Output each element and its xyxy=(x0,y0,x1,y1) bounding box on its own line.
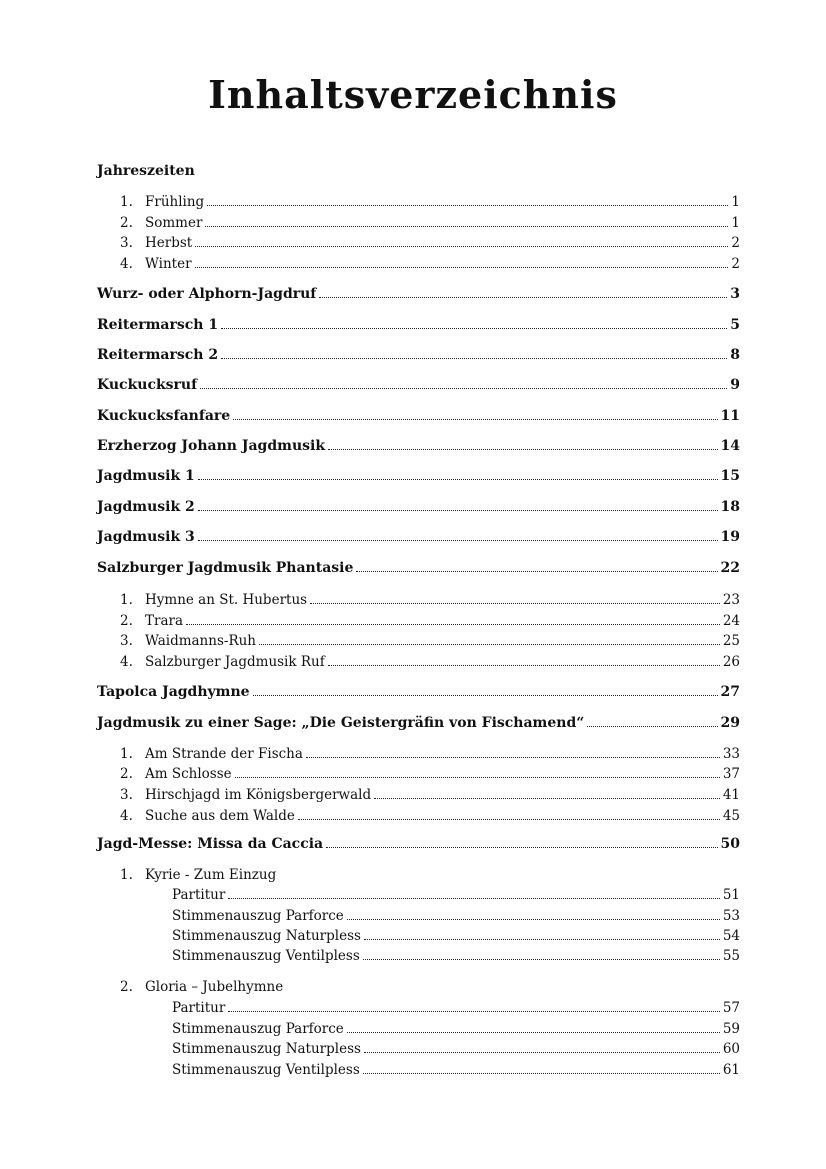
toc-entry-title: Jagdmusik 1 xyxy=(97,468,195,484)
toc-subheading-kyrie[interactable] xyxy=(120,865,276,885)
toc-entry[interactable] xyxy=(172,946,740,966)
toc-entry[interactable] xyxy=(97,406,740,426)
toc-entry[interactable] xyxy=(97,284,740,304)
dot-leader xyxy=(310,603,720,604)
toc-entry[interactable] xyxy=(172,906,740,926)
toc-entry-title: Stimmenauszug Ventilpless xyxy=(172,948,360,964)
toc-entry-title: Winter xyxy=(145,256,192,272)
toc-page-number: 1 xyxy=(731,215,740,231)
toc-entry-title: Wurz- oder Alphorn-Jagdruf xyxy=(97,286,317,302)
toc-entry-title: Tapolca Jagdhymne xyxy=(97,684,250,700)
toc-page-number: 1 xyxy=(731,194,740,210)
toc-entry[interactable] xyxy=(172,885,740,905)
toc-entry-title: Salzburger Jagdmusik Phantasie xyxy=(97,560,354,576)
toc-entry[interactable] xyxy=(97,315,740,335)
toc-page-number: 51 xyxy=(722,887,740,903)
toc-page-number: 2 xyxy=(731,235,740,251)
dot-leader xyxy=(363,1073,720,1074)
dot-leader xyxy=(356,571,717,572)
toc-entry-title: Herbst xyxy=(145,235,193,251)
toc-entry[interactable] xyxy=(97,497,740,517)
toc-page-number: 27 xyxy=(720,684,740,700)
toc-entry[interactable] xyxy=(97,682,740,702)
toc-page-number: 18 xyxy=(720,499,740,515)
toc-entry-title: Frühling xyxy=(145,194,205,210)
toc-page-number: 53 xyxy=(722,908,740,924)
toc-page-number: 11 xyxy=(720,408,740,424)
toc-entry[interactable] xyxy=(97,466,740,486)
toc-page-number: 22 xyxy=(720,560,740,576)
dot-leader xyxy=(228,1011,720,1012)
toc-entry-title: Waidmanns-Ruh xyxy=(145,633,256,649)
toc-entry[interactable] xyxy=(97,345,740,365)
toc-entry-title: Partitur xyxy=(172,1000,226,1016)
toc-entry[interactable] xyxy=(172,926,740,946)
toc-entry-title: Sommer xyxy=(145,215,203,231)
dot-leader xyxy=(328,665,720,666)
toc-number: 4. xyxy=(120,654,133,670)
toc-entry[interactable] xyxy=(120,590,740,610)
toc-page-number: 26 xyxy=(722,654,740,670)
toc-entry-title: Stimmenauszug Ventilpless xyxy=(172,1062,360,1078)
toc-entry[interactable] xyxy=(120,213,740,233)
dot-leader xyxy=(186,624,720,625)
toc-page-number: 33 xyxy=(722,746,740,762)
toc-number: 1. xyxy=(120,746,133,762)
toc-page-number: 25 xyxy=(722,633,740,649)
toc-page-number: 59 xyxy=(722,1021,740,1037)
dot-leader xyxy=(298,819,720,820)
toc-entry[interactable] xyxy=(120,611,740,631)
page-title: Inhaltsverzeichnis xyxy=(208,72,618,117)
dot-leader xyxy=(228,898,720,899)
toc-entry[interactable] xyxy=(172,1019,740,1039)
toc-entry-title: Kuckucksfanfare xyxy=(97,408,231,424)
toc-entry[interactable] xyxy=(97,436,740,456)
dot-leader xyxy=(326,847,717,848)
toc-entry[interactable] xyxy=(120,192,740,212)
dot-leader xyxy=(259,644,720,645)
toc-page-number: 50 xyxy=(720,836,740,852)
toc-entry[interactable] xyxy=(120,806,740,826)
dot-leader xyxy=(221,358,727,359)
toc-entry-title: Jagdmusik 2 xyxy=(97,499,195,515)
toc-page-number: 23 xyxy=(722,592,740,608)
toc-entry[interactable] xyxy=(172,1039,740,1059)
dot-leader xyxy=(198,510,718,511)
dot-leader xyxy=(235,777,720,778)
toc-entry-title: Trara xyxy=(145,613,184,629)
toc-subheading-gloria[interactable] xyxy=(120,977,283,997)
toc-page-number: 54 xyxy=(722,928,740,944)
toc-entry[interactable] xyxy=(172,1060,740,1080)
toc-subheading-title: Gloria – Jubelhymne xyxy=(145,979,284,995)
toc-number: 3. xyxy=(120,787,133,803)
toc-page-number: 3 xyxy=(730,286,740,302)
toc-entry[interactable] xyxy=(120,764,740,784)
dot-leader xyxy=(374,798,720,799)
toc-entry-title: Reitermarsch 1 xyxy=(97,317,219,333)
toc-number: 1. xyxy=(120,867,133,883)
toc-page-number: 61 xyxy=(722,1062,740,1078)
toc-entry-title: Jagdmusik zu einer Sage: „Die Geistergräfin von Fischamend“ xyxy=(97,715,585,731)
toc-page-number: 45 xyxy=(722,808,740,824)
toc-heading-jahreszeiten: Jahreszeiten xyxy=(97,163,195,179)
toc-page-number: 41 xyxy=(722,787,740,803)
toc-entry[interactable] xyxy=(120,254,740,274)
toc-entry-title: Partitur xyxy=(172,887,226,903)
toc-number: 1. xyxy=(120,592,133,608)
toc-entry[interactable] xyxy=(97,527,740,547)
dot-leader xyxy=(200,388,727,389)
toc-entry-title: Suche aus dem Walde xyxy=(145,808,295,824)
toc-entry-title: Stimmenauszug Parforce xyxy=(172,1021,344,1037)
toc-page-number: 29 xyxy=(720,715,740,731)
dot-leader xyxy=(347,919,720,920)
toc-entry-title: Stimmenauszug Parforce xyxy=(172,908,344,924)
dot-leader xyxy=(195,246,728,247)
toc-page-number: 55 xyxy=(722,948,740,964)
toc-page-number: 24 xyxy=(722,613,740,629)
toc-entry-title: Salzburger Jagdmusik Ruf xyxy=(145,654,325,670)
toc-entry[interactable] xyxy=(120,744,740,764)
dot-leader xyxy=(364,939,720,940)
dot-leader xyxy=(205,226,728,227)
dot-leader xyxy=(233,419,717,420)
dot-leader xyxy=(198,540,718,541)
dot-leader xyxy=(221,328,727,329)
toc-entry-title: Stimmenauszug Naturpless xyxy=(172,1041,361,1057)
dot-leader xyxy=(198,479,718,480)
dot-leader xyxy=(207,205,728,206)
toc-number: 2. xyxy=(120,613,133,629)
dot-leader xyxy=(347,1032,720,1033)
toc-page-number: 8 xyxy=(730,347,740,363)
toc-page-number: 19 xyxy=(720,529,740,545)
dot-leader xyxy=(328,449,717,450)
toc-number: 2. xyxy=(120,979,133,995)
toc-entry-title: Jagdmusik 3 xyxy=(97,529,195,545)
toc-page-number: 14 xyxy=(720,438,740,454)
toc-entry[interactable] xyxy=(97,375,740,395)
toc-entry[interactable] xyxy=(97,558,740,578)
toc-entry[interactable] xyxy=(97,834,740,854)
dot-leader xyxy=(319,297,727,298)
toc-entry-title: Stimmenauszug Naturpless xyxy=(172,928,361,944)
toc-entry-title: Reitermarsch 2 xyxy=(97,347,219,363)
toc-number: 4. xyxy=(120,808,133,824)
toc-number: 4. xyxy=(120,256,133,272)
toc-page-number: 2 xyxy=(731,256,740,272)
toc-entry[interactable] xyxy=(120,631,740,651)
toc-number: 1. xyxy=(120,194,133,210)
dot-leader xyxy=(364,1052,720,1053)
toc-entry-title: Hirschjagd im Königsbergerwald xyxy=(145,787,372,803)
toc-page-number: 9 xyxy=(730,377,740,393)
toc-entry-title: Am Schlosse xyxy=(145,766,232,782)
toc-number: 2. xyxy=(120,766,133,782)
toc-entry-title: Hymne an St. Hubertus xyxy=(145,592,308,608)
toc-number: 2. xyxy=(120,215,133,231)
dot-leader xyxy=(306,757,720,758)
toc-number: 3. xyxy=(120,235,133,251)
dot-leader xyxy=(195,267,729,268)
toc-page-number: 5 xyxy=(730,317,740,333)
dot-leader xyxy=(587,726,717,727)
toc-entry-title: Erzherzog Johann Jagdmusik xyxy=(97,438,326,454)
toc-page-number: 15 xyxy=(720,468,740,484)
toc-number: 3. xyxy=(120,633,133,649)
toc-page-number: 60 xyxy=(722,1041,740,1057)
toc-entry-title: Jagd-Messe: Missa da Caccia xyxy=(97,836,324,852)
toc-entry[interactable] xyxy=(172,998,740,1018)
toc-entry-title: Kuckucksruf xyxy=(97,377,198,393)
toc-entry[interactable] xyxy=(120,652,740,672)
toc-page-number: 57 xyxy=(722,1000,740,1016)
toc-entry[interactable] xyxy=(120,233,740,253)
toc-entry[interactable] xyxy=(97,713,740,733)
toc-subheading-title: Kyrie - Zum Einzug xyxy=(145,867,277,883)
toc-entry[interactable] xyxy=(120,785,740,805)
dot-leader xyxy=(363,959,720,960)
toc-entry-title: Am Strande der Fischa xyxy=(145,746,303,762)
toc-page-number: 37 xyxy=(722,766,740,782)
dot-leader xyxy=(253,695,718,696)
